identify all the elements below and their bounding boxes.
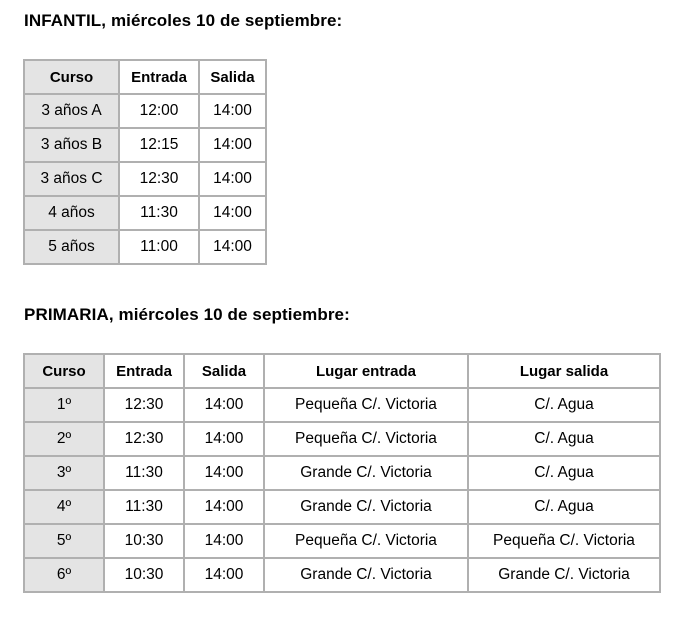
entrada-cell: 11:30 <box>104 490 184 524</box>
primaria-heading: PRIMARIA, miércoles 10 de septiembre: <box>24 305 350 324</box>
table-row <box>24 196 266 230</box>
curso-cell: 2º <box>24 422 104 456</box>
entrada-cell: 10:30 <box>104 524 184 558</box>
column-header-curso: Curso <box>24 354 104 388</box>
entrada-cell: 12:15 <box>119 128 199 162</box>
curso-cell: 4º <box>24 490 104 524</box>
curso-cell: 6º <box>24 558 104 592</box>
salida-cell: 14:00 <box>184 490 264 524</box>
entrada-cell: 12:30 <box>104 388 184 422</box>
curso-cell: 4 años <box>24 196 119 230</box>
lugar-salida-cell: C/. Agua <box>468 456 660 490</box>
salida-cell: 14:00 <box>199 230 266 264</box>
curso-cell: 1º <box>24 388 104 422</box>
lugar-entrada-cell: Pequeña C/. Victoria <box>264 388 468 422</box>
entrada-cell: 11:00 <box>119 230 199 264</box>
curso-cell: 5 años <box>24 230 119 264</box>
column-header-lugar-salida: Lugar salida <box>468 354 660 388</box>
lugar-salida-cell: Pequeña C/. Victoria <box>468 524 660 558</box>
lugar-salida-cell: C/. Agua <box>468 422 660 456</box>
entrada-cell: 11:30 <box>104 456 184 490</box>
table-header-row <box>24 60 266 94</box>
table-row <box>24 230 266 264</box>
table-row <box>24 162 266 196</box>
infantil-schedule-table <box>23 59 267 265</box>
lugar-entrada-cell: Pequeña C/. Victoria <box>264 422 468 456</box>
primaria-schedule-table <box>23 353 661 593</box>
column-header-entrada: Entrada <box>119 60 199 94</box>
table-row <box>24 524 660 558</box>
salida-cell: 14:00 <box>184 558 264 592</box>
table-row <box>24 388 660 422</box>
entrada-cell: 12:30 <box>104 422 184 456</box>
column-header-salida: Salida <box>199 60 266 94</box>
lugar-entrada-cell: Grande C/. Victoria <box>264 558 468 592</box>
salida-cell: 14:00 <box>199 94 266 128</box>
salida-cell: 14:00 <box>199 196 266 230</box>
table-header-row <box>24 354 660 388</box>
lugar-salida-cell: Grande C/. Victoria <box>468 558 660 592</box>
column-header-lugar-entrada: Lugar entrada <box>264 354 468 388</box>
lugar-entrada-cell: Pequeña C/. Victoria <box>264 524 468 558</box>
table-row <box>24 94 266 128</box>
salida-cell: 14:00 <box>199 162 266 196</box>
lugar-salida-cell: C/. Agua <box>468 388 660 422</box>
entrada-cell: 10:30 <box>104 558 184 592</box>
table-row <box>24 490 660 524</box>
salida-cell: 14:00 <box>184 388 264 422</box>
infantil-heading: INFANTIL, miércoles 10 de septiembre: <box>24 11 343 30</box>
salida-cell: 14:00 <box>184 422 264 456</box>
lugar-salida-cell: C/. Agua <box>468 490 660 524</box>
column-header-salida: Salida <box>184 354 264 388</box>
table-row <box>24 128 266 162</box>
column-header-entrada: Entrada <box>104 354 184 388</box>
curso-cell: 3 años B <box>24 128 119 162</box>
entrada-cell: 11:30 <box>119 196 199 230</box>
lugar-entrada-cell: Grande C/. Victoria <box>264 456 468 490</box>
curso-cell: 5º <box>24 524 104 558</box>
entrada-cell: 12:00 <box>119 94 199 128</box>
table-row <box>24 558 660 592</box>
curso-cell: 3 años C <box>24 162 119 196</box>
table-row <box>24 456 660 490</box>
salida-cell: 14:00 <box>184 524 264 558</box>
lugar-entrada-cell: Grande C/. Victoria <box>264 490 468 524</box>
salida-cell: 14:00 <box>184 456 264 490</box>
table-row <box>24 422 660 456</box>
curso-cell: 3 años A <box>24 94 119 128</box>
salida-cell: 14:00 <box>199 128 266 162</box>
entrada-cell: 12:30 <box>119 162 199 196</box>
curso-cell: 3º <box>24 456 104 490</box>
column-header-curso: Curso <box>24 60 119 94</box>
